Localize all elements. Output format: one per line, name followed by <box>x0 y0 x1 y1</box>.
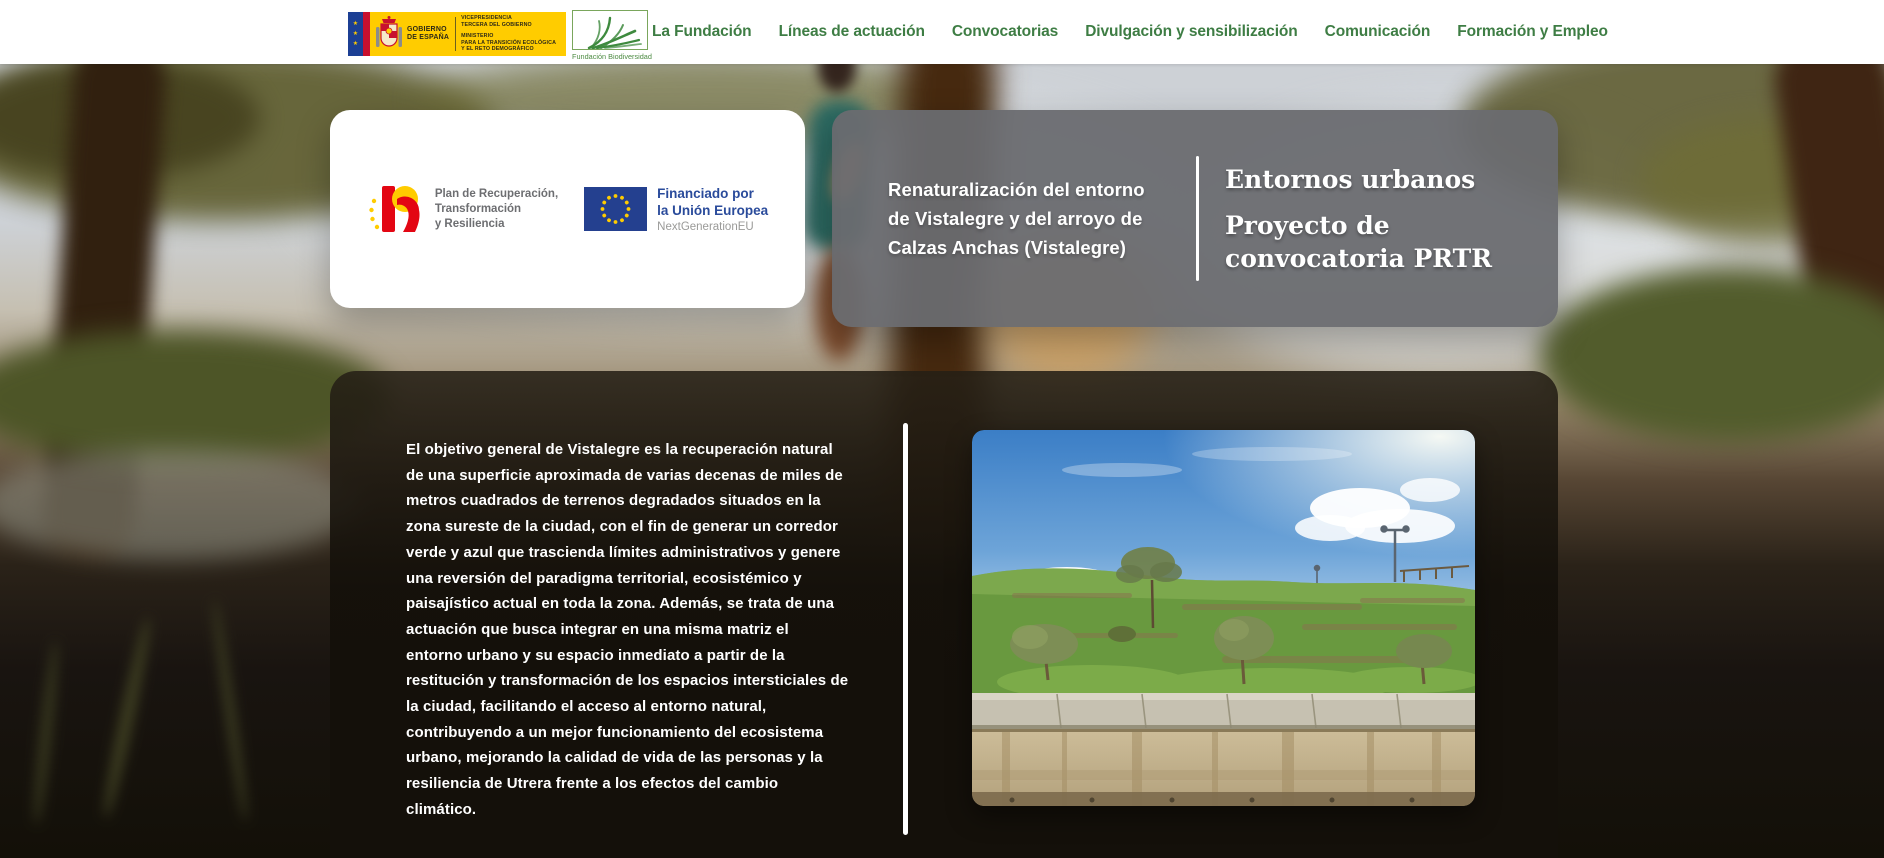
project-subcategory: Proyecto de convocatoria PRTR <box>1225 210 1493 273</box>
gobierno-label: GOBIERNO DE ESPAÑA <box>407 25 450 41</box>
grass-icon <box>572 10 648 50</box>
main-nav <box>652 0 1608 64</box>
project-title-card <box>832 110 1558 327</box>
government-logo[interactable] <box>348 12 566 56</box>
prtr-logo-icon <box>367 183 425 235</box>
grass-blade <box>209 598 250 822</box>
project-photo <box>972 430 1475 806</box>
nav-item-comunicacion[interactable]: Comunicación <box>1324 23 1431 40</box>
site-header <box>0 0 1884 64</box>
nav-item-divulgacion[interactable]: Divulgación y sensibilización <box>1085 23 1298 40</box>
section-divider-line <box>903 423 908 835</box>
nav-item-la-fundacion[interactable]: La Fundación <box>652 23 752 40</box>
foundation-logo[interactable] <box>572 10 652 61</box>
eu-funding-group <box>584 185 768 233</box>
prtr-logo-group <box>367 183 558 235</box>
plaque-divider <box>455 17 456 51</box>
grass-blade <box>99 616 155 819</box>
project-description: El objetivo general de Vistalegre es la recuperación natural de una superficie aproximada de varias decenas de miles de metros cuadrados de terrenos degradados situados en la zona sureste de la ciudad, con el fin de generar un corredor verde y azul que trascienda límites administrativos y genere una reversión del paradigma territorial, ecosistémico y paisajístico actual en toda la zona. Además, se trata de una actuación que busca integrar en una misma matriz el entorno urbano y su espacio inmediato a partir de la restitución y transformación de los espacios intersticiales de la ciudad, facilitando el acceso al entorno natural, contribuyendo a un mejor funcionamiento del ecosistema urbano, mejorando la calidad de vida de las personas y la resiliencia de Utrera frente a los efectos del cambio climático. <box>406 441 849 818</box>
eu-stars-icon: ★ ★ ★ <box>348 12 363 56</box>
project-category: Entornos urbanos <box>1225 164 1476 194</box>
nav-item-lineas-de-actuacion[interactable]: Líneas de actuación <box>778 23 925 40</box>
prtr-label: Plan de Recuperación, Transformación y Resiliencia <box>434 187 559 230</box>
foundation-logo-caption: Fundación Biodiversidad <box>572 52 652 61</box>
project-meta <box>1199 163 1499 275</box>
nav-item-formacion-y-empleo[interactable]: Formación y Empleo <box>1457 23 1608 40</box>
ministry-plaque <box>370 12 566 56</box>
project-title: Renaturalización del entorno de Vistalegre y del arroyo de Calzas Anchas (Vistalegre) <box>888 179 1145 258</box>
eu-funding-label: Financiado por la Unión Europea NextGenerationEU <box>657 186 769 233</box>
flag-band <box>363 12 370 56</box>
lake <box>0 448 360 560</box>
project-section <box>330 371 1558 858</box>
nav-item-convocatorias[interactable]: Convocatorias <box>951 23 1059 40</box>
eu-flag-icon <box>584 187 647 231</box>
funding-card <box>330 110 805 308</box>
hillside-photo-illustration <box>972 430 1475 806</box>
ministry-label: VICEPRESIDENCIA TERCERA DEL GOBIERNO MINISTERIO PARA LA TRANSICIÓN ECOLÓGICA Y EL RETO DEMOGRÁFICO <box>461 15 557 53</box>
tree-row <box>1540 268 1884 443</box>
grass-blade <box>30 640 61 825</box>
spain-coat-of-arms-icon <box>374 15 404 53</box>
